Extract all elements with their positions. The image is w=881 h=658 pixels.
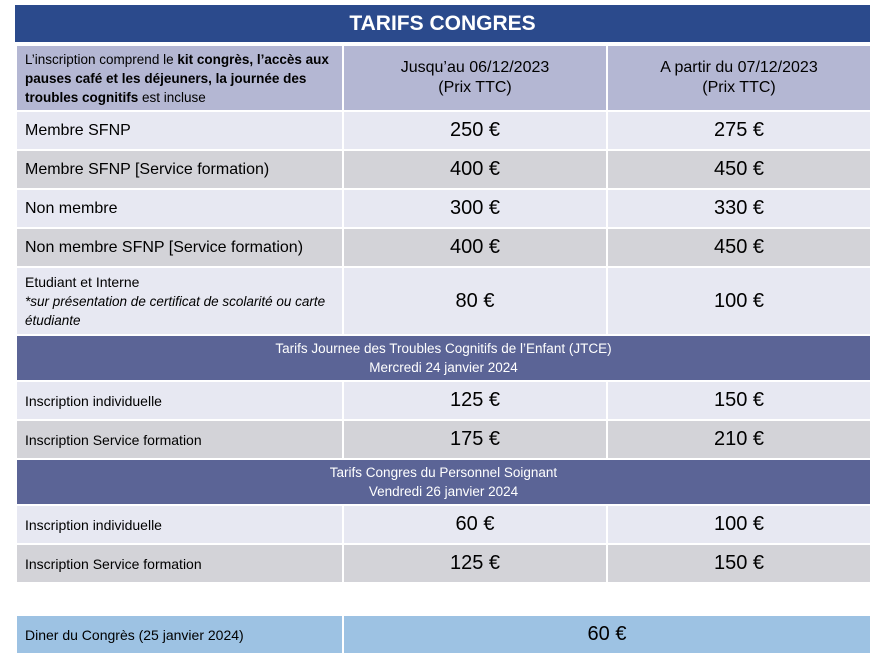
dinner-label: Diner du Congrès (25 janvier 2024)	[16, 615, 343, 654]
price-early: 300 €	[343, 189, 607, 228]
inclusion-note: L’inscription comprend le kit congrès, l’accès aux pauses café et les déjeuners, la journée des troubles cognitifs est incluse	[16, 45, 343, 111]
section-header-jtce	[16, 335, 871, 381]
price-early: 400 €	[343, 228, 607, 267]
section-date: Mercredi 24 janvier 2024	[369, 360, 518, 375]
table-row	[16, 150, 871, 189]
section-header-soignant	[16, 459, 871, 505]
price-early: 125 €	[343, 381, 607, 420]
price-early: 80 €	[343, 267, 607, 335]
table-row	[16, 189, 871, 228]
table-row	[16, 228, 871, 267]
table-row	[16, 381, 871, 420]
table-row	[16, 544, 871, 583]
row-label: Inscription individuelle	[16, 505, 343, 544]
price-late: 100 €	[607, 267, 871, 335]
section-date: Vendredi 26 janvier 2024	[368, 484, 519, 499]
header-row	[16, 45, 871, 111]
price-late: 210 €	[607, 420, 871, 459]
section-title: Tarifs Journee des Troubles Cognitifs de l’Enfant (JTCE)	[275, 341, 612, 356]
row-label: Non membre SFNP [Service formation)	[16, 228, 343, 267]
row-label: Membre SFNP	[16, 111, 343, 150]
dinner-table	[15, 614, 872, 655]
table-row	[16, 505, 871, 544]
price-late: 150 €	[607, 544, 871, 583]
row-note: *sur présentation de certificat de scolarité ou carte étudiante	[25, 293, 326, 328]
table-row	[16, 420, 871, 459]
section-title: Tarifs Congres du Personnel Soignant	[329, 465, 558, 480]
row-label: Membre SFNP [Service formation)	[16, 150, 343, 189]
price-early: 125 €	[343, 544, 607, 583]
price-late: 275 €	[607, 111, 871, 150]
price-late: 450 €	[607, 150, 871, 189]
row-label: Inscription Service formation	[16, 420, 343, 459]
price-early: 250 €	[343, 111, 607, 150]
price-early: 175 €	[343, 420, 607, 459]
table-row	[16, 267, 871, 335]
page-title: TARIFS CONGRES	[15, 5, 870, 42]
table-row	[16, 111, 871, 150]
pricing-table	[15, 44, 872, 584]
row-label: Etudiant et Interne *sur présentation de certificat de scolarité ou carte étudiante	[16, 267, 343, 335]
row-label: Inscription Service formation	[16, 544, 343, 583]
price-late: 330 €	[607, 189, 871, 228]
dinner-price: 60 €	[343, 615, 871, 654]
row-label: Inscription individuelle	[16, 381, 343, 420]
price-early: 400 €	[343, 150, 607, 189]
column-header-early: Jusqu’au 06/12/2023 (Prix TTC)	[343, 45, 607, 111]
price-late: 450 €	[607, 228, 871, 267]
row-label: Non membre	[16, 189, 343, 228]
price-late: 100 €	[607, 505, 871, 544]
price-early: 60 €	[343, 505, 607, 544]
price-late: 150 €	[607, 381, 871, 420]
dinner-row	[16, 615, 871, 654]
column-header-late: A partir du 07/12/2023 (Prix TTC)	[607, 45, 871, 111]
